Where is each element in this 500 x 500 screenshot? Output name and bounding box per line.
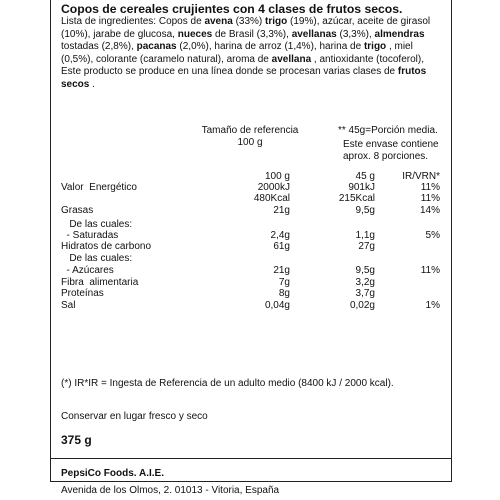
footnote: (*) IR*IR = Ingesta de Referencia de un adulto medio (8400 kJ / 2000 kcal). bbox=[61, 378, 394, 389]
nutrition-v2: 9,5g bbox=[355, 205, 375, 216]
ingredient-text: (19%), azúcar, aceite de girasol (10%), jarabe de glucosa, bbox=[61, 16, 431, 40]
ingredient-text: Lista de ingredientes: Copos de bbox=[61, 16, 205, 27]
nutrition-v2: 1,1g bbox=[355, 230, 375, 241]
ingredient-allergen: trigo bbox=[363, 41, 387, 53]
ingredient-text: (33%) bbox=[232, 16, 266, 27]
reference-size-label: Tamaño de referencia bbox=[201, 125, 299, 136]
nutrition-v2: 3,7g bbox=[355, 288, 375, 299]
reference-size-value: 100 g bbox=[237, 137, 263, 148]
ingredient-text: (3,3%), bbox=[336, 28, 375, 40]
nutrition-label: Fibra alimentaria bbox=[61, 277, 139, 288]
nutrition-v1: 7g bbox=[278, 277, 290, 288]
nutrition-v1: 21g bbox=[273, 205, 290, 216]
ingredient-allergen: avena bbox=[204, 16, 233, 27]
nutrition-v2: 3,2g bbox=[355, 277, 375, 288]
nutrition-v1: 2,4g bbox=[270, 230, 290, 241]
nutrition-v3: 1% bbox=[425, 300, 440, 311]
storage-instructions: Conservar en lugar fresco y seco bbox=[61, 411, 208, 422]
net-weight: 375 g bbox=[61, 433, 92, 447]
nutrition-v1: 0,04g bbox=[264, 300, 290, 311]
nutrition-v3: 11% bbox=[420, 265, 440, 276]
portion-note: ** 45g=Porción media. bbox=[338, 125, 438, 136]
ingredient-allergen: avellana bbox=[271, 53, 312, 65]
ingredient-allergen: frutos secos bbox=[61, 66, 427, 90]
nutrition-v3: 5% bbox=[425, 230, 440, 241]
nutrition-label: - Saturadas bbox=[61, 230, 119, 241]
column-header-100g: 100 g bbox=[264, 171, 290, 182]
company-address: Avenida de los Olmos, 2. 01013 - Vitoria, España bbox=[61, 485, 280, 496]
nutrition-v3: 14% bbox=[419, 205, 440, 216]
nutrition-label: Valor Energético bbox=[61, 182, 137, 193]
nutrition-label: Grasas bbox=[61, 205, 94, 216]
ingredient-text: (2,0%), harina de arroz (1,4%), harina de bbox=[176, 41, 364, 53]
portion-container-note: Este envase contiene bbox=[343, 139, 439, 150]
nutrition-v1: 2000kJ bbox=[257, 182, 290, 193]
nutrition-label: Sal bbox=[61, 300, 76, 311]
nutrition-v1: 61g bbox=[273, 241, 290, 252]
nutrition-v1: 8g bbox=[278, 288, 290, 299]
nutrition-v3: 11% bbox=[420, 182, 440, 193]
ingredient-text: tostadas (2,8%), bbox=[61, 41, 137, 53]
ingredient-text: , antioxidante (tocoferol), Este producto se produce en una línea donde se procesan varias clases de bbox=[61, 53, 424, 78]
ingredient-allergen: avellanas bbox=[291, 28, 337, 40]
nutrition-v2: 0,02g bbox=[349, 300, 375, 311]
section-divider bbox=[50, 458, 452, 459]
nutrition-v2: 215Kcal bbox=[338, 193, 375, 204]
nutrition-label: Hidratos de carbono bbox=[61, 241, 152, 252]
nutrition-v1: 21g bbox=[273, 265, 290, 276]
nutrition-v2: 27g bbox=[358, 241, 375, 252]
ingredient-text: . bbox=[89, 78, 95, 90]
ingredient-allergen: trigo bbox=[265, 16, 288, 27]
ingredient-allergen: pacanas bbox=[136, 41, 177, 53]
nutrition-v2: 901kJ bbox=[348, 182, 375, 193]
ingredients-list bbox=[61, 16, 445, 92]
nutrition-label: De las cuales: bbox=[61, 219, 133, 230]
nutrition-v2: 9,5g bbox=[355, 265, 375, 276]
nutrition-label: - Azúcares bbox=[61, 265, 114, 276]
ingredient-text: , miel (0,5%), colorante (caramelo natural), aroma de bbox=[61, 41, 413, 65]
ingredient-allergen: almendras bbox=[374, 28, 425, 40]
column-header-ir: IR/VRN* bbox=[402, 171, 440, 182]
nutrition-label: De las cuales: bbox=[61, 253, 133, 264]
nutrition-label: Proteínas bbox=[61, 288, 104, 299]
ingredient-text: de Brasil (3,3%), bbox=[212, 28, 292, 40]
product-title: Copos de cereales crujientes con 4 clases de frutos secos. bbox=[61, 2, 403, 16]
nutrition-v1: 480Kcal bbox=[253, 193, 290, 204]
nutrition-v3: 11% bbox=[420, 193, 440, 204]
portion-count-note: aprox. 8 porciones. bbox=[343, 151, 429, 162]
company-name: PepsiCo Foods. A.I.E. bbox=[61, 468, 164, 479]
ingredient-allergen: nueces bbox=[177, 28, 213, 40]
column-header-45g: 45 g bbox=[355, 171, 375, 182]
